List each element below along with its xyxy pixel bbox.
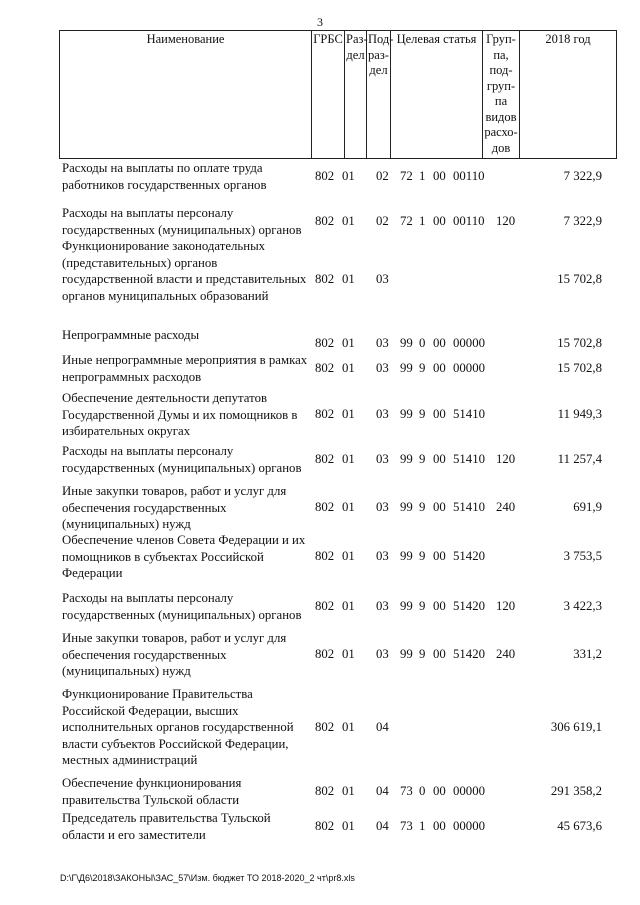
row-name: Функционирование законодательных (представительных) органов государственной власти и представительных органов муниципальных образований — [62, 239, 307, 303]
row-name: Расходы на выплаты персоналу государственных (муниципальных) органов — [62, 591, 302, 622]
table-header — [59, 30, 617, 159]
podrazdel-cell: 04 — [376, 720, 389, 734]
row-name: Иные закупки товаров, работ и услуг для обеспечения государственных (муниципальных) нужд — [62, 631, 287, 678]
cs-code-cell: 51410 — [453, 500, 485, 514]
row-name: Расходы на выплаты по оплате труда работников государственных органов — [62, 161, 267, 192]
cs-code-cell: 00110 — [453, 169, 485, 183]
cs-program-cell: 72 — [400, 214, 413, 228]
row-name: Иные закупки товаров, работ и услуг для обеспечения государственных (муниципальных) нужд — [62, 484, 287, 531]
cs-subprogram-cell: 1 — [419, 819, 426, 833]
cs-direction-cell: 00 — [433, 169, 446, 183]
cs-subprogram-cell: 9 — [419, 452, 426, 466]
grbs-cell: 802 — [315, 214, 335, 228]
amount-cell: 291 358,2 — [550, 784, 602, 798]
amount-cell: 306 619,1 — [550, 720, 602, 734]
cs-code-cell: 00000 — [453, 336, 485, 350]
grbs-cell: 802 — [315, 647, 335, 661]
cs-direction-cell: 00 — [433, 500, 446, 514]
grbs-cell: 802 — [315, 720, 335, 734]
header-razdel: Раз-дел — [345, 31, 367, 159]
grbs-cell: 802 — [315, 336, 335, 350]
podrazdel-cell: 03 — [376, 647, 389, 661]
razdel-cell: 01 — [342, 169, 355, 183]
cs-program-cell: 99 — [400, 407, 413, 421]
cs-code-cell: 00110 — [453, 214, 485, 228]
cs-code-cell: 51410 — [453, 452, 485, 466]
grbs-cell: 802 — [315, 599, 335, 613]
cs-program-cell: 73 — [400, 784, 413, 798]
grbs-cell: 802 — [315, 549, 335, 563]
podrazdel-cell: 03 — [376, 452, 389, 466]
grbs-cell: 802 — [315, 169, 335, 183]
header-year: 2018 год — [520, 31, 617, 159]
vr-cell: 120 — [496, 214, 516, 228]
cs-subprogram-cell: 9 — [419, 599, 426, 613]
page-number: 3 — [317, 15, 323, 29]
cs-code-cell: 00000 — [453, 819, 485, 833]
podrazdel-cell: 03 — [376, 361, 389, 375]
razdel-cell: 01 — [342, 407, 355, 421]
row-name: Обеспечение деятельности депутатов Государственной Думы и их помощников в избирательных округах — [62, 391, 298, 438]
amount-cell: 15 702,8 — [557, 361, 602, 375]
podrazdel-cell: 03 — [376, 599, 389, 613]
amount-cell: 15 702,8 — [557, 336, 602, 350]
cs-program-cell: 99 — [400, 361, 413, 375]
row-name: Председатель правительства Тульской области и его заместители — [62, 811, 271, 842]
amount-cell: 11 949,3 — [557, 407, 602, 421]
cs-direction-cell: 00 — [433, 599, 446, 613]
podrazdel-cell: 02 — [376, 169, 389, 183]
cs-program-cell: 99 — [400, 599, 413, 613]
amount-cell: 7 322,9 — [563, 169, 602, 183]
podrazdel-cell: 03 — [376, 336, 389, 350]
vr-cell: 240 — [496, 647, 516, 661]
grbs-cell: 802 — [315, 272, 335, 286]
cs-subprogram-cell: 9 — [419, 500, 426, 514]
row-name: Обеспечение членов Совета Федерации и их помощников в субъектах Российской Федерации — [62, 533, 306, 580]
cs-direction-cell: 00 — [433, 336, 446, 350]
cs-subprogram-cell: 1 — [419, 214, 426, 228]
cs-subprogram-cell: 9 — [419, 549, 426, 563]
cs-subprogram-cell: 9 — [419, 647, 426, 661]
podrazdel-cell: 03 — [376, 272, 389, 286]
cs-program-cell: 72 — [400, 169, 413, 183]
vr-cell: 240 — [496, 500, 516, 514]
cs-direction-cell: 00 — [433, 407, 446, 421]
cs-direction-cell: 00 — [433, 647, 446, 661]
cs-direction-cell: 00 — [433, 549, 446, 563]
amount-cell: 11 257,4 — [557, 452, 602, 466]
file-path-footer: D:\Г\Д6\2018\ЗАКОНЫ\ЗАС_57\Изм. бюджет ТО 2018-2020_2 чт\pr8.xls — [60, 873, 355, 883]
header-grbs: ГРБС — [312, 31, 345, 159]
razdel-cell: 01 — [342, 452, 355, 466]
amount-cell: 45 673,6 — [557, 819, 602, 833]
razdel-cell: 01 — [342, 500, 355, 514]
amount-cell: 3 422,3 — [563, 599, 602, 613]
cs-direction-cell: 00 — [433, 214, 446, 228]
cs-code-cell: 00000 — [453, 784, 485, 798]
cs-code-cell: 51420 — [453, 599, 485, 613]
podrazdel-cell: 04 — [376, 784, 389, 798]
cs-subprogram-cell: 9 — [419, 407, 426, 421]
vr-cell: 120 — [496, 452, 516, 466]
header-celevaya: Целевая статья — [391, 31, 483, 159]
razdel-cell: 01 — [342, 647, 355, 661]
cs-code-cell: 51420 — [453, 549, 485, 563]
podrazdel-cell: 03 — [376, 500, 389, 514]
grbs-cell: 802 — [315, 361, 335, 375]
cs-code-cell: 51410 — [453, 407, 485, 421]
cs-program-cell: 99 — [400, 647, 413, 661]
cs-direction-cell: 00 — [433, 784, 446, 798]
grbs-cell: 802 — [315, 500, 335, 514]
cs-program-cell: 99 — [400, 452, 413, 466]
razdel-cell: 01 — [342, 272, 355, 286]
cs-direction-cell: 00 — [433, 361, 446, 375]
podrazdel-cell: 03 — [376, 549, 389, 563]
razdel-cell: 01 — [342, 599, 355, 613]
cs-program-cell: 99 — [400, 336, 413, 350]
header-podrazdel: Под-раз-дел — [367, 31, 391, 159]
amount-cell: 691,9 — [573, 500, 602, 514]
razdel-cell: 01 — [342, 549, 355, 563]
row-name: Непрограммные расходы — [62, 328, 200, 342]
podrazdel-cell: 03 — [376, 407, 389, 421]
cs-program-cell: 99 — [400, 549, 413, 563]
grbs-cell: 802 — [315, 407, 335, 421]
row-name: Расходы на выплаты персоналу государственных (муниципальных) органов — [62, 444, 302, 475]
grbs-cell: 802 — [315, 452, 335, 466]
razdel-cell: 01 — [342, 819, 355, 833]
cs-code-cell: 51420 — [453, 647, 485, 661]
razdel-cell: 01 — [342, 784, 355, 798]
podrazdel-cell: 02 — [376, 214, 389, 228]
cs-subprogram-cell: 9 — [419, 361, 426, 375]
grbs-cell: 802 — [315, 819, 335, 833]
cs-direction-cell: 00 — [433, 819, 446, 833]
cs-program-cell: 99 — [400, 500, 413, 514]
podrazdel-cell: 04 — [376, 819, 389, 833]
cs-subprogram-cell: 0 — [419, 336, 426, 350]
cs-program-cell: 73 — [400, 819, 413, 833]
cs-subprogram-cell: 0 — [419, 784, 426, 798]
razdel-cell: 01 — [342, 336, 355, 350]
vr-cell: 120 — [496, 599, 516, 613]
razdel-cell: 01 — [342, 361, 355, 375]
amount-cell: 331,2 — [573, 647, 602, 661]
amount-cell: 15 702,8 — [557, 272, 602, 286]
cs-code-cell: 00000 — [453, 361, 485, 375]
cs-direction-cell: 00 — [433, 452, 446, 466]
row-name: Функционирование Правительства Российской Федерации, высших исполнительных органов государственной власти субъектов Российской Федерации, местных администраций — [62, 687, 294, 767]
razdel-cell: 01 — [342, 720, 355, 734]
amount-cell: 7 322,9 — [563, 214, 602, 228]
amount-cell: 3 753,5 — [563, 549, 602, 563]
cs-subprogram-cell: 1 — [419, 169, 426, 183]
header-name: Наименование — [60, 31, 312, 159]
header-gruppa: Груп-па, под-груп-па видов расхо-дов — [483, 31, 520, 159]
row-name: Иные непрограммные мероприятия в рамках непрограммных расходов — [62, 353, 308, 384]
razdel-cell: 01 — [342, 214, 355, 228]
row-name: Обеспечение функционирования правительства Тульской области — [62, 776, 242, 807]
row-name: Расходы на выплаты персоналу государственных (муниципальных) органов — [62, 206, 302, 237]
grbs-cell: 802 — [315, 784, 335, 798]
